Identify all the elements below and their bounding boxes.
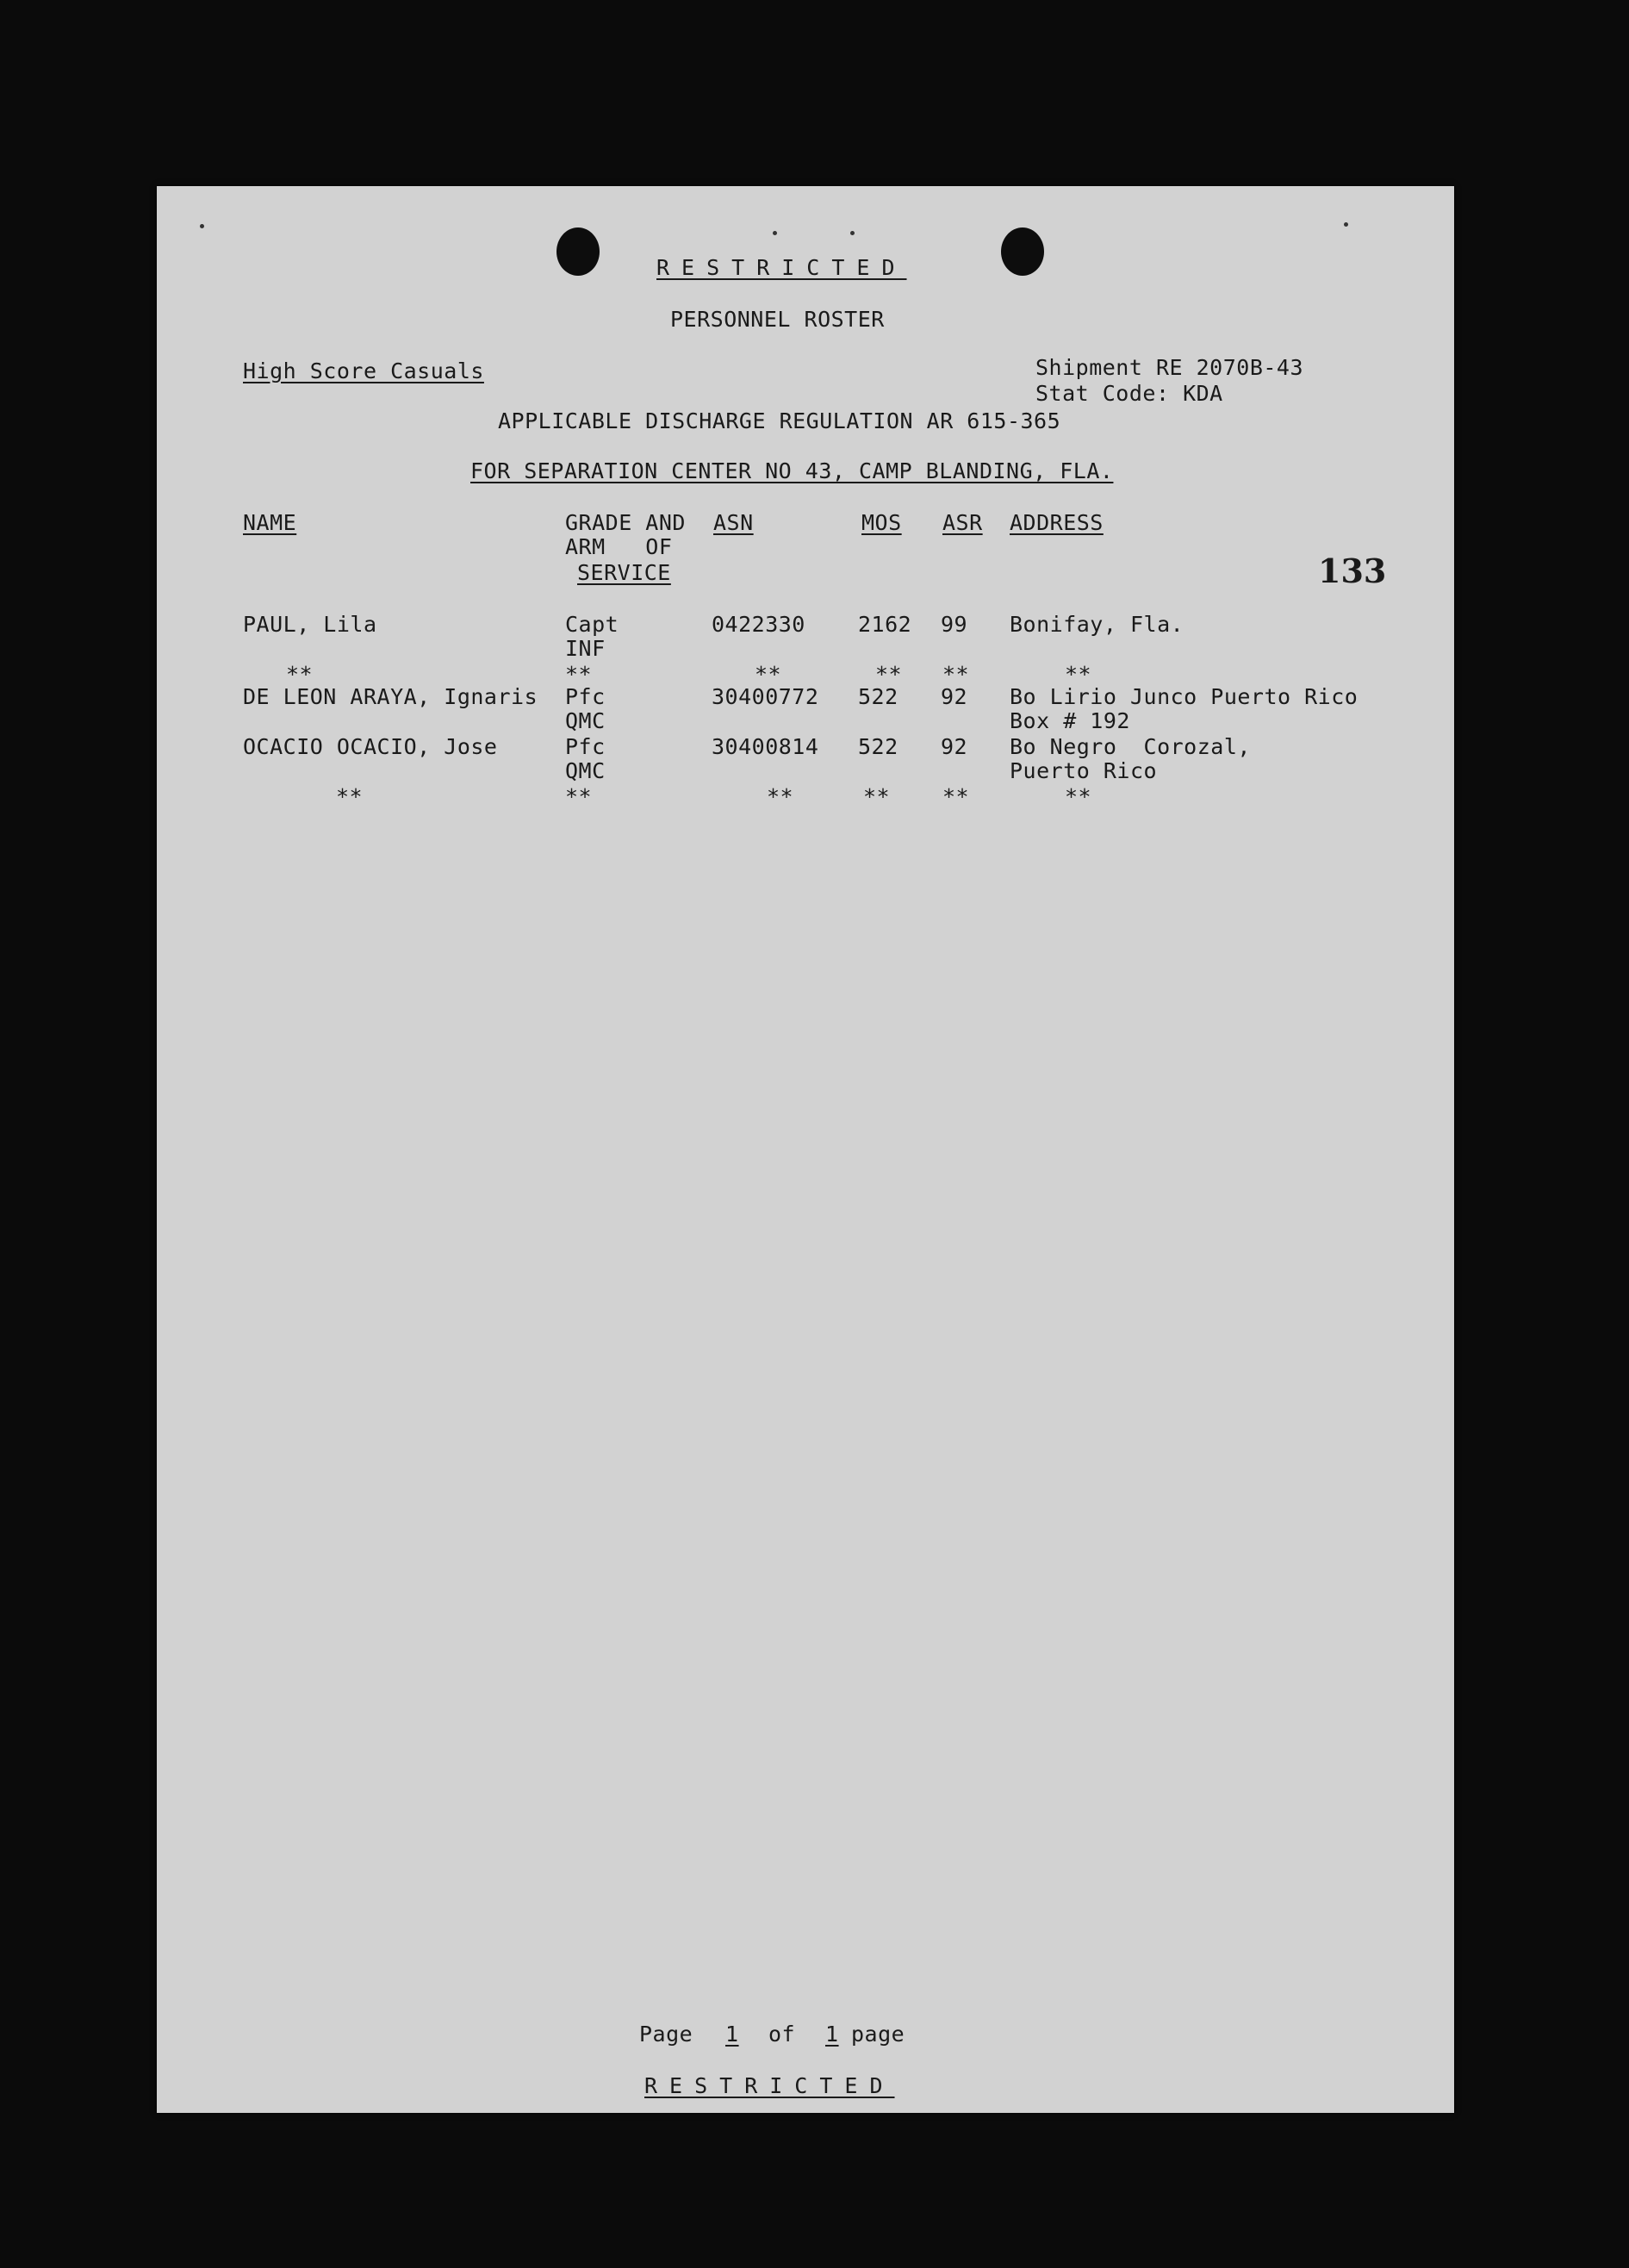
paper-speck — [1344, 222, 1348, 227]
row-3-address-line-1: Bo Negro Corozal, — [1010, 734, 1251, 759]
page-total: 1 — [825, 2022, 839, 2047]
separator-mark: ** — [565, 784, 593, 809]
row-3-address-line-2: Puerto Rico — [1010, 758, 1158, 783]
row-3-arm: QMC — [565, 758, 606, 783]
col-grade-header-2: ARM OF — [565, 534, 673, 559]
row-2-asr: 92 — [941, 684, 968, 709]
of-label: of — [768, 2022, 796, 2047]
separator-mark: ** — [336, 784, 364, 809]
separator-mark: ** — [875, 662, 903, 687]
row-1-asr: 99 — [941, 612, 968, 637]
row-2-grade: Pfc — [565, 684, 606, 709]
col-mos-header: MOS — [861, 510, 902, 535]
stat-code: Stat Code: KDA — [1035, 381, 1223, 406]
shipment-number: Shipment RE 2070B-43 — [1035, 355, 1304, 380]
discharge-regulation: APPLICABLE DISCHARGE REGULATION AR 615-365 — [498, 408, 1061, 433]
classification-bottom: RESTRICTED — [644, 2073, 895, 2098]
paper-speck — [773, 231, 777, 235]
classification-top: RESTRICTED — [656, 255, 907, 280]
page-number: 1 — [725, 2022, 739, 2047]
row-2-address-line-1: Bo Lirio Junco Puerto Rico — [1010, 684, 1359, 709]
row-3-mos: 522 — [858, 734, 898, 759]
row-1-asn: 0422330 — [712, 612, 805, 637]
row-3-grade: Pfc — [565, 734, 606, 759]
row-3-name: OCACIO OCACIO, Jose — [243, 734, 498, 759]
page-label: Page — [639, 2022, 693, 2047]
row-1-grade: Capt — [565, 612, 619, 637]
row-2-asn: 30400772 — [712, 684, 819, 709]
separator-mark: ** — [755, 662, 782, 687]
punch-hole-left — [556, 227, 600, 276]
col-grade-header-3: SERVICE — [577, 560, 671, 585]
roster-title: PERSONNEL ROSTER — [670, 307, 885, 332]
col-asn-header: ASN — [713, 510, 754, 535]
separator-mark: ** — [286, 662, 314, 687]
row-2-name: DE LEON ARAYA, Ignaris — [243, 684, 538, 709]
separator-mark: ** — [1065, 662, 1092, 687]
row-2-arm: QMC — [565, 708, 606, 733]
stamp-number: 133 — [1318, 551, 1387, 590]
row-1-mos: 2162 — [858, 612, 912, 637]
col-asr-header: ASR — [942, 510, 983, 535]
row-1-name: PAUL, Lila — [243, 612, 377, 637]
separator-mark: ** — [767, 784, 794, 809]
row-3-asn: 30400814 — [712, 734, 819, 759]
separator-mark: ** — [863, 784, 891, 809]
col-grade-header-1: GRADE AND — [565, 510, 686, 535]
page-word: page — [851, 2022, 905, 2047]
row-2-mos: 522 — [858, 684, 898, 709]
row-1-arm: INF — [565, 636, 606, 661]
separator-mark: ** — [942, 784, 970, 809]
row-2-address-line-2: Box # 192 — [1010, 708, 1130, 733]
row-1-address: Bonifay, Fla. — [1010, 612, 1184, 637]
paper-speck — [850, 231, 855, 235]
separator-mark: ** — [942, 662, 970, 687]
unit-name: High Score Casuals — [243, 358, 484, 383]
separator-mark: ** — [1065, 784, 1092, 809]
col-name-header: NAME — [243, 510, 297, 535]
col-address-header: ADDRESS — [1010, 510, 1104, 535]
paper-speck — [200, 224, 204, 228]
separator-mark: ** — [565, 662, 593, 687]
document-page — [157, 186, 1454, 2113]
separation-center: FOR SEPARATION CENTER NO 43, CAMP BLANDING, FLA. — [470, 458, 1114, 483]
punch-hole-right — [1001, 227, 1044, 276]
row-3-asr: 92 — [941, 734, 968, 759]
